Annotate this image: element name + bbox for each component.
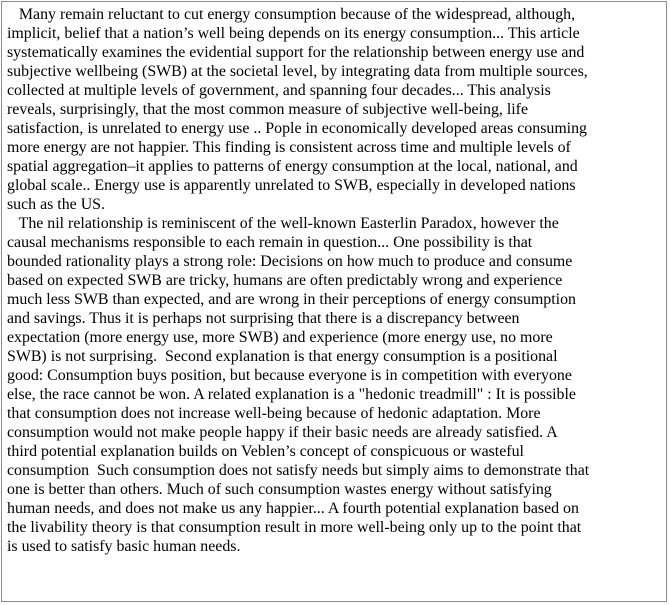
text-line: good: Consumption buys position, but because everyone is in competition with everyone <box>7 367 572 384</box>
text-line: that consumption does not increase well-being because of hedonic adaptation. More <box>7 405 541 422</box>
document-text <box>7 5 667 556</box>
text-line: spatial aggregation–it applies to patterns of energy consumption at the local, national, and <box>7 158 578 175</box>
text-line: reveals, surprisingly, that the most common measure of subjective well-being, life <box>7 101 529 118</box>
text-line: the livability theory is that consumption result in more well-being only up to the point that <box>7 519 582 536</box>
document-frame <box>1 1 667 602</box>
text-line: consumption Such consumption does not satisfy needs but simply aims to demonstrate that <box>7 462 590 479</box>
text-line: human needs, and does not make us any happier... A fourth potential explanation based on <box>7 500 579 517</box>
text-line: global scale.. Energy use is apparently unrelated to SWB, especially in developed nations <box>7 177 576 194</box>
text-line: such as the US. <box>7 196 105 213</box>
text-line: satisfaction, is unrelated to energy use .. Pople in economically developed areas consuming <box>7 120 587 137</box>
text-line: one is better than others. Much of such consumption wastes energy without satisfying <box>7 481 552 498</box>
text-line: causal mechanisms responsible to each remain in question... One possibility is that <box>7 234 533 251</box>
text-line: bounded rationality plays a strong role: Decisions on how much to produce and consume <box>7 253 573 270</box>
text-line: third potential explanation builds on Veblen’s concept of conspicuous or wasteful <box>7 443 524 460</box>
text-line: SWB) is not surprising. Second explanation is that energy consumption is a positional <box>7 348 558 365</box>
text-line: is used to satisfy basic human needs. <box>7 538 241 555</box>
text-line: more energy are not happier. This finding is consistent across time and multiple levels of <box>7 139 571 156</box>
text-line: The nil relationship is reminiscent of the well-known Easterlin Paradox, however the <box>7 215 559 232</box>
text-line: collected at multiple levels of government, and spanning four decades... This analysis <box>7 82 551 99</box>
text-line: based on expected SWB are tricky, humans are often predictably wrong and experience <box>7 272 563 289</box>
text-line: subjective wellbeing (SWB) at the societal level, by integrating data from multiple sources, <box>7 63 588 80</box>
text-line: and savings. Thus it is perhaps not surprising that there is a discrepancy between <box>7 310 520 327</box>
text-line: systematically examines the evidential support for the relationship between energy use and <box>7 44 585 61</box>
text-line: expectation (more energy use, more SWB) and experience (more energy use, no more <box>7 329 553 346</box>
text-line: else, the race cannot be won. A related explanation is a "hedonic treadmill" : It is possible <box>7 386 576 403</box>
text-line: implicit, belief that a nation’s well being depends on its energy consumption... This article <box>7 25 580 42</box>
text-line: much less SWB than expected, and are wrong in their perceptions of energy consumption <box>7 291 576 308</box>
text-line: consumption would not make people happy if their basic needs are already satisfied. A <box>7 424 558 441</box>
text-line: Many remain reluctant to cut energy consumption because of the widespread, although, <box>7 6 576 23</box>
